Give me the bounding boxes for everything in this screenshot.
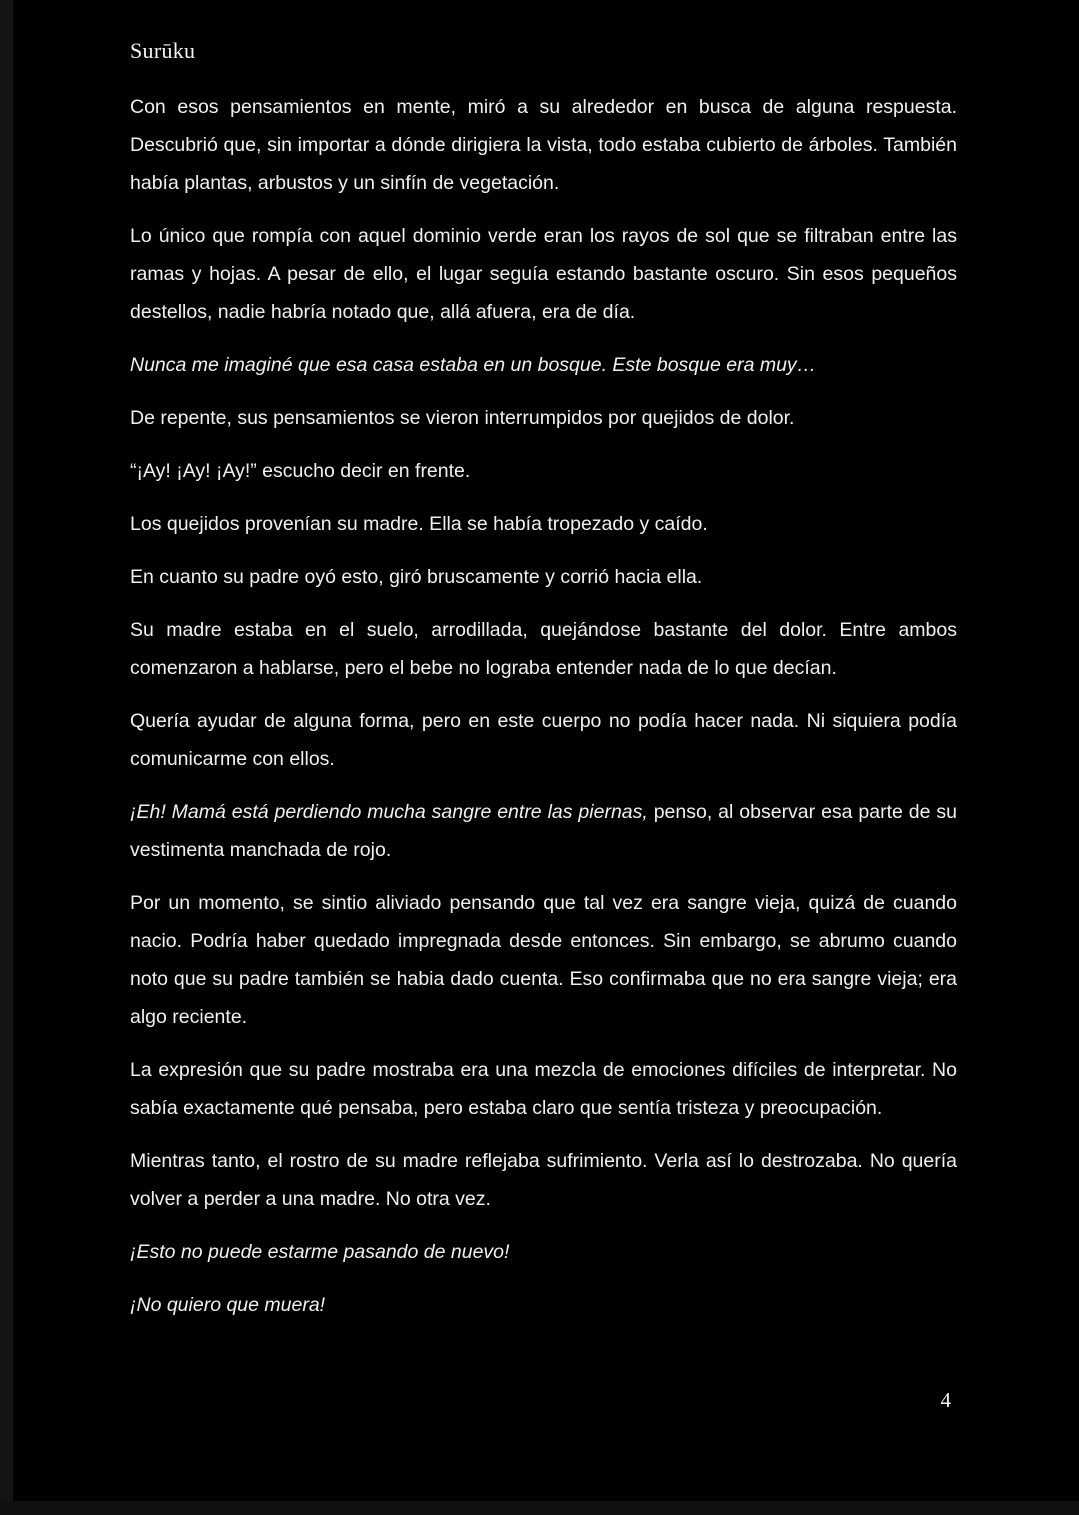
paragraph-segment-italic: ¡No quiero que muera!	[130, 1294, 326, 1316]
page-edge-bottom	[0, 1501, 1079, 1515]
paragraph	[130, 1286, 957, 1324]
paragraph-segment: Su madre estaba en el suelo, arrodillada, quejándose bastante del dolor. Entre ambos comenzaron a hablarse, pero el bebe no lograba entender nada de lo que decían.	[130, 619, 957, 679]
paragraph-segment: Por un momento, se sintio aliviado pensando que tal vez era sangre vieja, quizá de cuando nacio. Podría haber quedado impregnada desde entonces. Sin embargo, se abrumo cuando noto que su padre también se habia dado cuenta. Eso confirmaba que no era sangre vieja; era algo reciente.	[130, 892, 957, 1028]
paragraph-segment-italic: ¡Eh! Mamá está perdiendo mucha sangre entre las piernas,	[130, 801, 648, 823]
paragraph-segment: En cuanto su padre oyó esto, giró bruscamente y corrió hacia ella.	[130, 566, 703, 588]
page-number: 4	[940, 1388, 951, 1412]
paragraph-segment: “¡Ay! ¡Ay! ¡Ay!” escucho decir en frente.	[130, 460, 471, 482]
paragraph-segment: penso, al observar esa parte de su vestimenta manchada de rojo.	[130, 801, 957, 861]
page-body	[130, 88, 957, 1339]
paragraph-segment: Mientras tanto, el rostro de su madre reflejaba sufrimiento. Verla así lo destrozaba. No quería volver a perder a una madre. No otra vez.	[130, 1150, 957, 1210]
paragraph	[130, 452, 957, 490]
paragraph-segment: La expresión que su padre mostraba era una mezcla de emociones difíciles de interpretar. No sabía exactamente qué pensaba, pero estaba claro que sentía tristeza y preocupación.	[130, 1059, 957, 1119]
paragraph	[130, 505, 957, 543]
paragraph-segment: Con esos pensamientos en mente, miró a su alrededor en busca de alguna respuesta. Descubrió que, sin importar a dónde dirigiera la vista, todo estaba cubierto de árboles. También había plantas, arbustos y un sinfín de vegetación.	[130, 96, 957, 194]
paragraph	[130, 1051, 957, 1127]
paragraph	[130, 399, 957, 437]
page-edge-left	[0, 0, 13, 1515]
paragraph	[130, 217, 957, 331]
page-header-title: Surūku	[130, 38, 196, 63]
paragraph-segment: Los quejidos provenían su madre. Ella se había tropezado y caído.	[130, 513, 708, 535]
paragraph	[130, 793, 957, 869]
paragraph-segment: De repente, sus pensamientos se vieron interrumpidos por quejidos de dolor.	[130, 407, 795, 429]
paragraph	[130, 558, 957, 596]
paragraph-segment: Lo único que rompía con aquel dominio verde eran los rayos de sol que se filtraban entre las ramas y hojas. A pesar de ello, el lugar seguía estando bastante oscuro. Sin esos pequeños destellos, nadie habría notado que, allá afuera, era de día.	[130, 225, 957, 323]
paragraph-segment-italic: ¡Esto no puede estarme pasando de nuevo!	[130, 1241, 510, 1263]
paragraph	[130, 611, 957, 687]
paragraph	[130, 884, 957, 1036]
paragraph	[130, 1233, 957, 1271]
paragraph	[130, 1142, 957, 1218]
paragraph-segment: Quería ayudar de alguna forma, pero en este cuerpo no podía hacer nada. Ni siquiera podía comunicarme con ellos.	[130, 710, 957, 770]
paragraph	[130, 88, 957, 202]
paragraph-segment-italic: Nunca me imaginé que esa casa estaba en un bosque. Este bosque era muy…	[130, 354, 817, 376]
page-content	[13, 0, 1079, 1501]
paragraph	[130, 702, 957, 778]
paragraph	[130, 346, 957, 384]
